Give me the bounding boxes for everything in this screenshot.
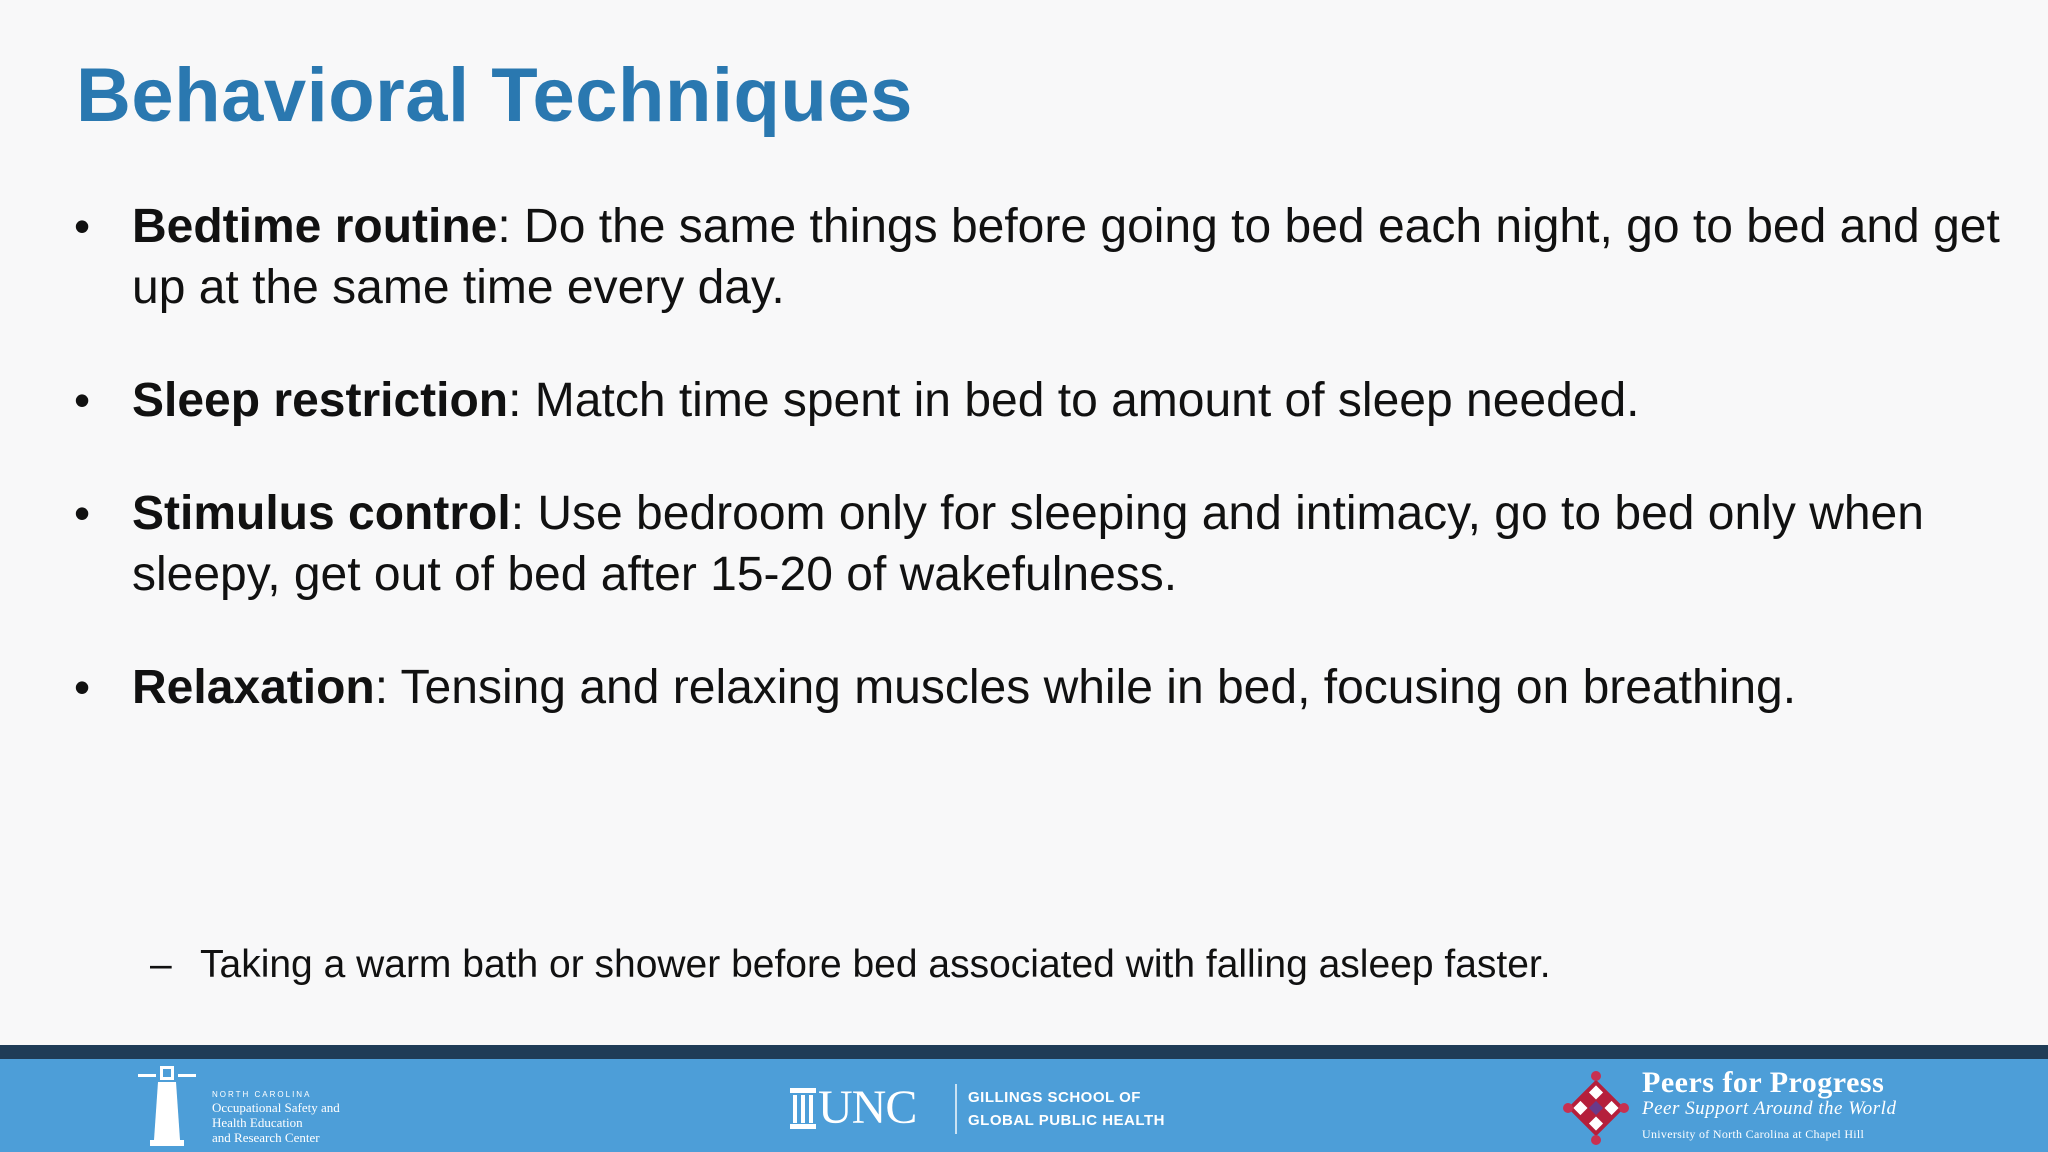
- bullet-term: Sleep restriction: [132, 374, 509, 427]
- peers-for-progress-logo-icon: [1556, 1068, 1636, 1148]
- bullet-text: [132, 370, 2012, 431]
- pfp-university: University of North Carolina at Chapel Hill: [1642, 1127, 1865, 1141]
- bullet-description: : Match time spent in bed to amount of sleep needed.: [508, 374, 1640, 427]
- pfp-subtitle: Peer Support Around the World: [1642, 1098, 1897, 1119]
- osherc-logo-text: [212, 1090, 412, 1145]
- bullet-description: : Use bedroom only for sleeping and intimacy, go to bed only when sleepy, get out of bed after 15-20 of wakefulness.: [132, 487, 1924, 601]
- osherc-line2: Health Education: [212, 1115, 303, 1130]
- osherc-line1: Occupational Safety and: [212, 1100, 340, 1115]
- unc-column-icon: [788, 1086, 818, 1130]
- sub-bullet: [150, 940, 1551, 990]
- bullet-icon: •: [74, 661, 91, 713]
- bullet-text: [132, 196, 2012, 318]
- footer-band: [0, 1045, 2048, 1059]
- bullet-term: Bedtime routine: [132, 200, 498, 253]
- bullet-description: : Tensing and relaxing muscles while in bed, focusing on breathing.: [374, 661, 1797, 714]
- slide-title: Behavioral Techniques: [76, 53, 913, 138]
- unc-wordmark: UNC: [818, 1081, 917, 1134]
- bullet-term: Relaxation: [132, 661, 375, 714]
- sub-bullet-text: Taking a warm bath or shower before bed associated with falling asleep faster.: [200, 943, 1551, 986]
- bullet-text: [132, 657, 2012, 718]
- bullet-description: : Do the same things before going to bed each night, go to bed and get up at the same time every day.: [132, 200, 2000, 314]
- bullet-term: Stimulus control: [132, 487, 511, 540]
- bullet-text: [132, 483, 2012, 605]
- lighthouse-logo-icon: [130, 1064, 210, 1150]
- unc-separator: [955, 1084, 957, 1134]
- osherc-small-label: NORTH CAROLINA: [212, 1090, 312, 1099]
- pfp-title: Peers for Progress: [1642, 1066, 1885, 1099]
- gillings-label: [968, 1086, 1165, 1132]
- bullet-icon: •: [74, 200, 91, 252]
- gillings-line2: GLOBAL PUBLIC HEALTH: [968, 1112, 1165, 1129]
- bullet-icon: •: [74, 487, 91, 539]
- bullet-icon: •: [74, 374, 91, 426]
- dash-icon: –: [150, 943, 172, 986]
- gillings-line1: GILLINGS SCHOOL OF: [968, 1089, 1141, 1106]
- osherc-line3: and Research Center: [212, 1130, 320, 1145]
